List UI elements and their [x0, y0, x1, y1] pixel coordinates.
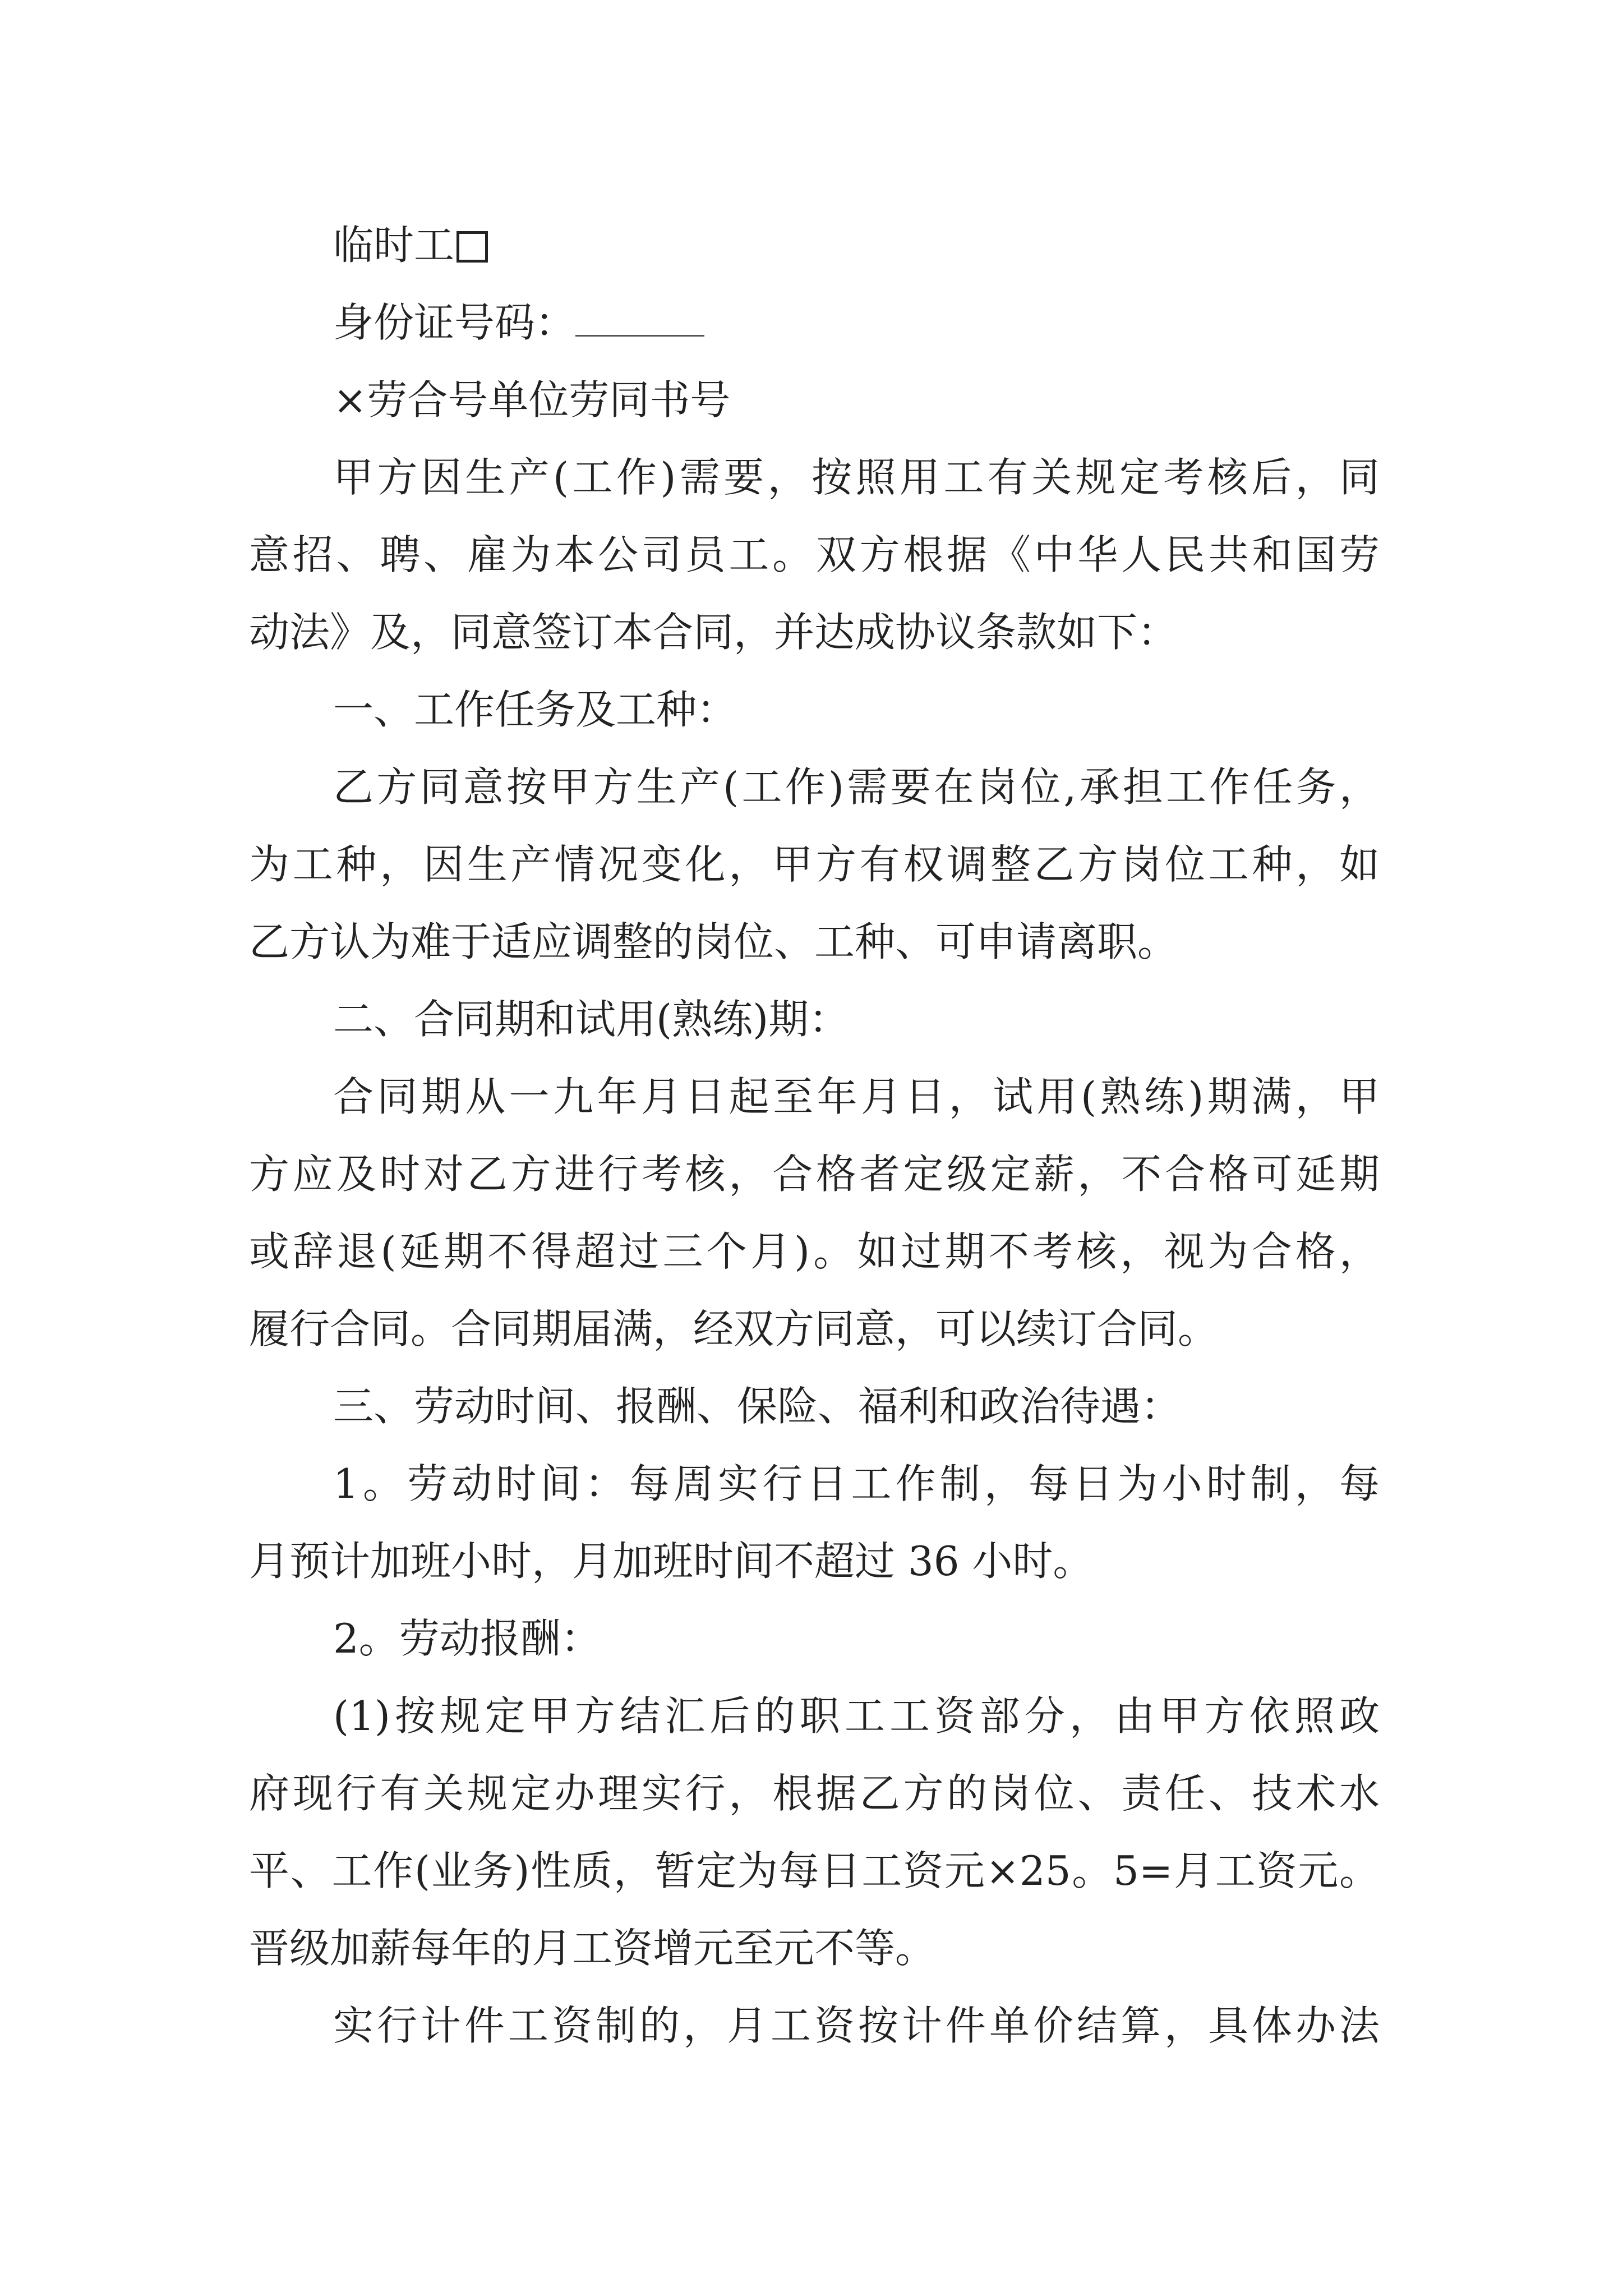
temp-worker-field: [249, 206, 1380, 284]
paragraph-line: 实行计件工资制的，月工资按计件单价结算，具体办法: [333, 2002, 1380, 2049]
section-heading: 一、工作任务及工种：: [333, 686, 737, 733]
paragraph-line: 乙方认为难于适应调整的岗位、工种、可申请离职。: [249, 918, 1178, 965]
paragraph-line: 月预计加班小时，月加班时间不超过 36 小时。: [249, 1538, 1094, 1585]
section-heading: 二、合同期和试用(熟练)期：: [333, 996, 850, 1043]
paragraph-line: 为工种，因生产情况变化，甲方有权调整乙方岗位工种，如: [249, 841, 1380, 888]
paragraph-line: 平、工作(业务)性质，暂定为每日工资元×25。5=月工资元。: [249, 1847, 1380, 1894]
id-number-label: 身份证号码：: [333, 299, 576, 346]
paragraph-line: 动法》及，同意签订本合同，并达成协议条款如下：: [249, 609, 1178, 656]
paragraph-line: 或辞退(延期不得超过三个月)。如过期不考核，视为合格，: [249, 1228, 1380, 1275]
paragraph-line: (1)按规定甲方结汇后的职工工资部分，由甲方依照政: [333, 1692, 1380, 1740]
temp-worker-label: 临时工: [333, 222, 455, 269]
paragraph-line: 方应及时对乙方进行考核，合格者定级定薪，不合格可延期: [249, 1151, 1380, 1198]
subsection-heading: 2。劳动报酬：: [333, 1615, 601, 1662]
id-number-blank[interactable]: [575, 306, 704, 337]
temp-worker-checkbox[interactable]: [457, 231, 488, 263]
paragraph-line: 乙方同意按甲方生产(工作)需要在岗位,承担工作任务，: [333, 763, 1380, 811]
paragraph-line: 履行合同。合同期届满，经双方同意，可以续订合同。: [249, 1305, 1219, 1352]
paragraph-line: 府现行有关规定办理实行，根据乙方的岗位、责任、技术水: [249, 1770, 1380, 1817]
document-body: [249, 206, 1380, 2064]
id-number-field: [249, 284, 1380, 361]
contract-number-line: ×劳合号单位劳同书号: [333, 376, 731, 424]
paragraph-line: 甲方因生产(工作)需要，按照用工有关规定考核后，同: [333, 454, 1380, 501]
section-heading: 三、劳动时间、报酬、保险、福利和政治待遇：: [333, 1383, 1182, 1430]
paragraph-line: 意招、聘、雇为本公司员工。双方根据《中华人民共和国劳: [249, 531, 1380, 578]
paragraph-line: 1。劳动时间：每周实行日工作制，每日为小时制，每: [333, 1460, 1380, 1507]
paragraph-line: 合同期从一九年月日起至年月日，试用(熟练)期满，甲: [333, 1073, 1380, 1120]
paragraph-line: 晋级加薪每年的月工资增元至元不等。: [249, 1925, 936, 1972]
